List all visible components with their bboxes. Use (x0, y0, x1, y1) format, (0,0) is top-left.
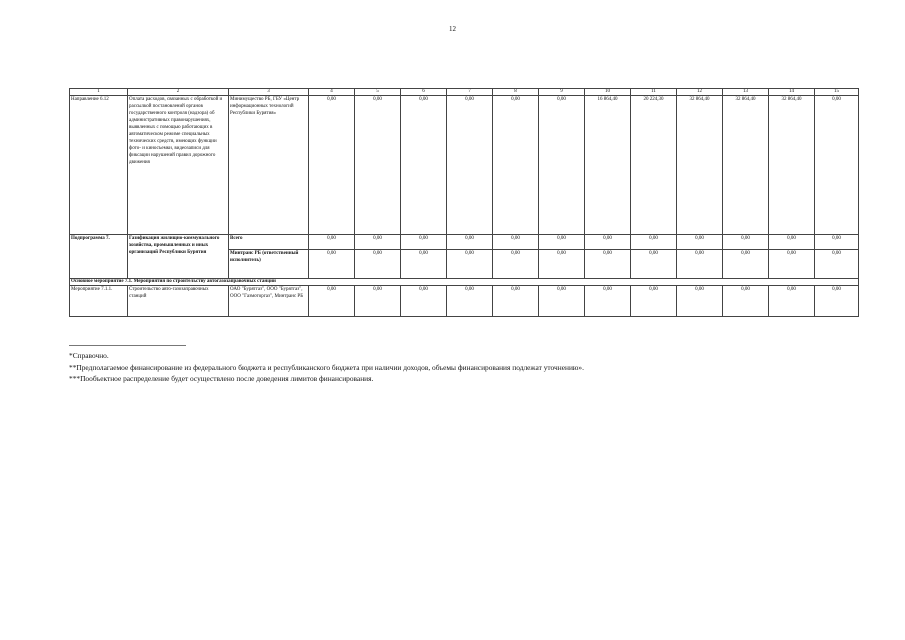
value-cell: 20 224,30 (631, 96, 677, 235)
value-cell: 0,00 (539, 96, 585, 235)
footnote: **Предполагаемое финансирование из федерального бюджета и республиканского бюджета при наличии доходов, объемы финансирования подлежат уточнению». (69, 362, 584, 372)
value-cell: 0,00 (815, 286, 859, 317)
value-cell: 0,00 (539, 286, 585, 317)
value-cell: 0,00 (769, 250, 815, 279)
header-cell: 10 (585, 89, 631, 96)
row-executor: Минимущество РБ, ГБУ «Центр информационных технологий Республики Бурятия» (229, 96, 309, 235)
value-cell: 0,00 (493, 96, 539, 235)
value-cell: 0,00 (493, 235, 539, 250)
value-cell: 0,00 (723, 250, 769, 279)
row-label: Мероприятие 7.1.1. (70, 286, 128, 317)
section-heading: Основное мероприятие 7.1. Мероприятия по строительству автогазозаправочных станций (70, 279, 859, 286)
value-cell: 0,00 (631, 286, 677, 317)
value-cell: 0,00 (769, 286, 815, 317)
footnote-divider (69, 345, 186, 346)
value-cell: 0,00 (677, 250, 723, 279)
value-cell: 0,00 (309, 250, 355, 279)
value-cell: 0,00 (585, 286, 631, 317)
header-row (70, 89, 859, 96)
value-cell: 32 864,40 (769, 96, 815, 235)
header-cell: 15 (815, 89, 859, 96)
value-cell: 0,00 (677, 286, 723, 317)
header-cell: 12 (677, 89, 723, 96)
value-cell: 0,00 (631, 235, 677, 250)
value-cell: 0,00 (723, 286, 769, 317)
value-cell: 0,00 (723, 235, 769, 250)
row-executor: ОАО "Бурятгаз", ООО "Бурятгаз", ООО "Газмоторгаз", Минтранс РБ (229, 286, 309, 317)
row-executor: Минтранс РБ (ответственный исполнитель) (229, 250, 309, 279)
value-cell: 0,00 (815, 235, 859, 250)
value-cell: 0,00 (815, 96, 859, 235)
value-cell: 16 864,40 (585, 96, 631, 235)
row-executor: Всего (229, 235, 309, 250)
value-cell: 0,00 (309, 235, 355, 250)
value-cell: 0,00 (539, 235, 585, 250)
value-cell: 0,00 (447, 286, 493, 317)
value-cell: 0,00 (631, 250, 677, 279)
footnote: ***Пообъектное распределение будет осуществлено после доведения лимитов финансирования. (69, 374, 374, 384)
value-cell: 0,00 (677, 235, 723, 250)
header-cell: 8 (493, 89, 539, 96)
footnotes (69, 350, 849, 385)
header-cell: 13 (723, 89, 769, 96)
value-cell: 0,00 (493, 286, 539, 317)
value-cell: 0,00 (355, 96, 401, 235)
value-cell: 0,00 (585, 250, 631, 279)
value-cell: 0,00 (401, 235, 447, 250)
value-cell: 0,00 (447, 235, 493, 250)
footnote: *Справочно. (69, 351, 109, 360)
value-cell: 32 864,40 (677, 96, 723, 235)
value-cell: 0,00 (309, 286, 355, 317)
row-description: Оплата расходов, связанных с обработкой и рассылкой постановлений органов государственного контроля (надзора) об административных правонарушениях, выявленных с помощью работающих в автоматическом режиме специальных технических средств, имеющих функции фото- и киносъемки, видеозаписи для фиксации нарушений правил дорожного движения (128, 96, 229, 235)
header-cell: 2 (128, 89, 229, 96)
table-row (70, 96, 859, 235)
header-cell: 11 (631, 89, 677, 96)
header-cell: 1 (70, 89, 128, 96)
value-cell: 0,00 (401, 250, 447, 279)
header-cell: 4 (309, 89, 355, 96)
value-cell: 0,00 (401, 96, 447, 235)
header-cell: 14 (769, 89, 815, 96)
value-cell: 0,00 (355, 235, 401, 250)
row-label: Подпрограмма 7. (70, 235, 128, 279)
header-cell: 9 (539, 89, 585, 96)
value-cell: 0,00 (815, 250, 859, 279)
value-cell: 0,00 (447, 96, 493, 235)
value-cell: 0,00 (585, 235, 631, 250)
row-description: Газификация жилищно-коммунального хозяйства, промышленных и иных организаций Республики Бурятия (128, 235, 229, 279)
header-cell: 7 (447, 89, 493, 96)
table-row (70, 279, 859, 286)
value-cell: 0,00 (539, 250, 585, 279)
header-cell: 3 (229, 89, 309, 96)
value-cell: 0,00 (401, 286, 447, 317)
value-cell: 0,00 (493, 250, 539, 279)
page-number: 12 (449, 25, 456, 33)
value-cell: 32 864,40 (723, 96, 769, 235)
row-label: Направление 6.12 (70, 96, 128, 235)
header-cell: 6 (401, 89, 447, 96)
value-cell: 0,00 (355, 286, 401, 317)
value-cell: 0,00 (769, 235, 815, 250)
table-row (70, 286, 859, 317)
row-description: Строительство авто-газозаправочных станций (128, 286, 229, 317)
value-cell: 0,00 (355, 250, 401, 279)
value-cell: 0,00 (447, 250, 493, 279)
header-cell: 5 (355, 89, 401, 96)
value-cell: 0,00 (309, 96, 355, 235)
table-row (70, 235, 859, 250)
financing-table (69, 88, 859, 317)
